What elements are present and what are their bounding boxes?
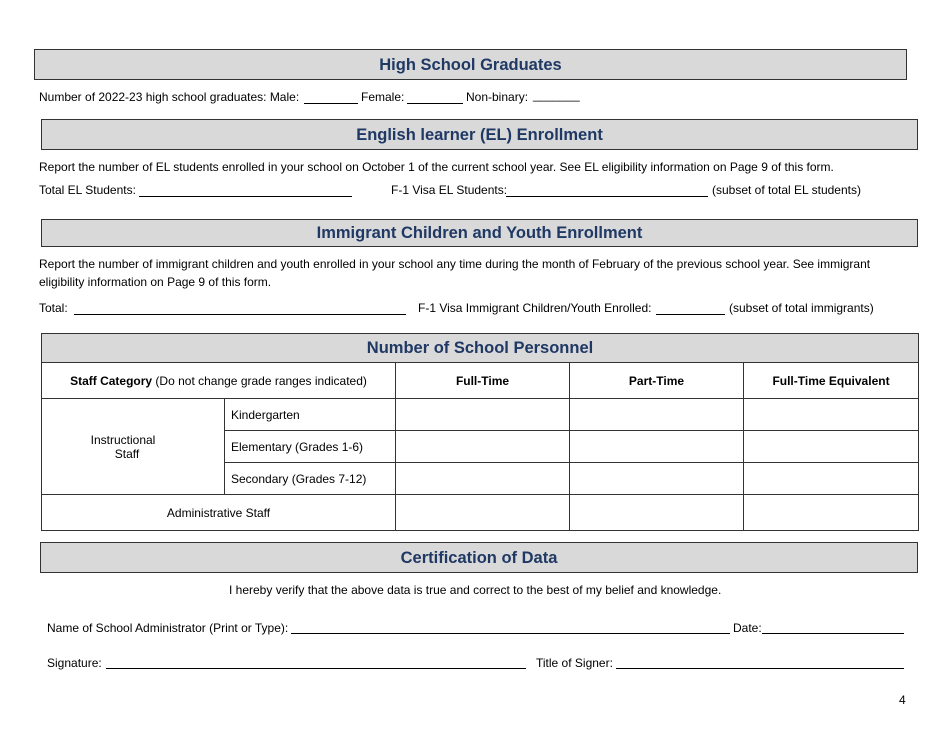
certification-statement: I hereby verify that the above data is true and correct to the best of my belief and knowledge. [229, 583, 722, 597]
el-total-field[interactable] [139, 196, 352, 197]
staff-category-label: Staff Category [70, 373, 153, 388]
date-field[interactable] [762, 633, 904, 634]
signature-field[interactable] [106, 668, 526, 669]
immigrant-f1-label: F-1 Visa Immigrant Children/Youth Enrolled: [418, 301, 652, 315]
graduates-nonbinary-label: Non-binary: [466, 90, 529, 104]
kindergarten-part-time-cell[interactable] [570, 399, 744, 431]
graduates-label: Number of 2022-23 high school graduates: Male: [39, 90, 300, 104]
admin-fte-cell[interactable] [744, 495, 919, 531]
admin-name-field[interactable] [291, 633, 730, 634]
immigrant-total-label: Total: [39, 301, 68, 315]
admin-name-label: Name of School Administrator (Print or Type): [47, 621, 289, 635]
page-number: 4 [899, 693, 906, 707]
col-header-part-time: Part-Time [570, 363, 744, 399]
admin-part-time-cell[interactable] [570, 495, 744, 531]
row-label-secondary: Secondary (Grades 7-12) [225, 463, 396, 495]
instructional-staff-label [42, 399, 225, 495]
immigrant-f1-note: (subset of total immigrants) [729, 301, 874, 315]
instructional-line1: Instructional [90, 432, 156, 447]
row-label-elementary: Elementary (Grades 1-6) [225, 431, 396, 463]
el-total-label: Total EL Students: [39, 183, 136, 197]
personnel-table [41, 333, 919, 531]
immigrant-instructions-line2: eligibility information on Page 9 of this form. [39, 275, 272, 289]
immigrant-heading: Immigrant Children and Youth Enrollment [41, 219, 918, 247]
el-f1-label: F-1 Visa EL Students: [391, 183, 508, 197]
row-label-administrative: Administrative Staff [42, 495, 396, 531]
graduates-heading: High School Graduates [34, 49, 907, 80]
title-of-signer-label: Title of Signer: [536, 656, 613, 670]
instructional-line2: Staff [114, 446, 140, 461]
elementary-full-time-cell[interactable] [396, 431, 570, 463]
immigrant-f1-field[interactable] [656, 314, 725, 315]
elementary-part-time-cell[interactable] [570, 431, 744, 463]
staff-category-header [42, 363, 396, 399]
immigrant-instructions-line1: Report the number of immigrant children and youth enrolled in your school any time during the month of February of the previous school year. See immigrant [39, 257, 871, 271]
personnel-heading: Number of School Personnel [42, 334, 919, 363]
elementary-fte-cell[interactable] [744, 431, 919, 463]
signature-label: Signature: [47, 656, 102, 670]
staff-category-note: (Do not change grade ranges indicated) [152, 373, 367, 388]
el-instructions: Report the number of EL students enrolled in your school on October 1 of the current school year. See EL eligibility information on Page 9 of this form. [39, 160, 834, 174]
el-heading: English learner (EL) Enrollment [41, 119, 918, 150]
row-label-kindergarten: Kindergarten [225, 399, 396, 431]
col-header-fte: Full-Time Equivalent [744, 363, 919, 399]
graduates-male-field[interactable] [304, 103, 358, 104]
el-f1-field[interactable] [506, 196, 708, 197]
graduates-female-field[interactable] [407, 103, 463, 104]
kindergarten-full-time-cell[interactable] [396, 399, 570, 431]
date-label: Date: [733, 621, 762, 635]
admin-full-time-cell[interactable] [396, 495, 570, 531]
certification-heading: Certification of Data [40, 542, 918, 573]
immigrant-total-field[interactable] [74, 314, 406, 315]
title-of-signer-field[interactable] [616, 668, 904, 669]
graduates-nonbinary-field[interactable]: _______ [533, 88, 580, 102]
secondary-fte-cell[interactable] [744, 463, 919, 495]
kindergarten-fte-cell[interactable] [744, 399, 919, 431]
secondary-part-time-cell[interactable] [570, 463, 744, 495]
el-f1-note: (subset of total EL students) [712, 183, 861, 197]
secondary-full-time-cell[interactable] [396, 463, 570, 495]
graduates-female-label: Female: [361, 90, 405, 104]
col-header-full-time: Full-Time [396, 363, 570, 399]
